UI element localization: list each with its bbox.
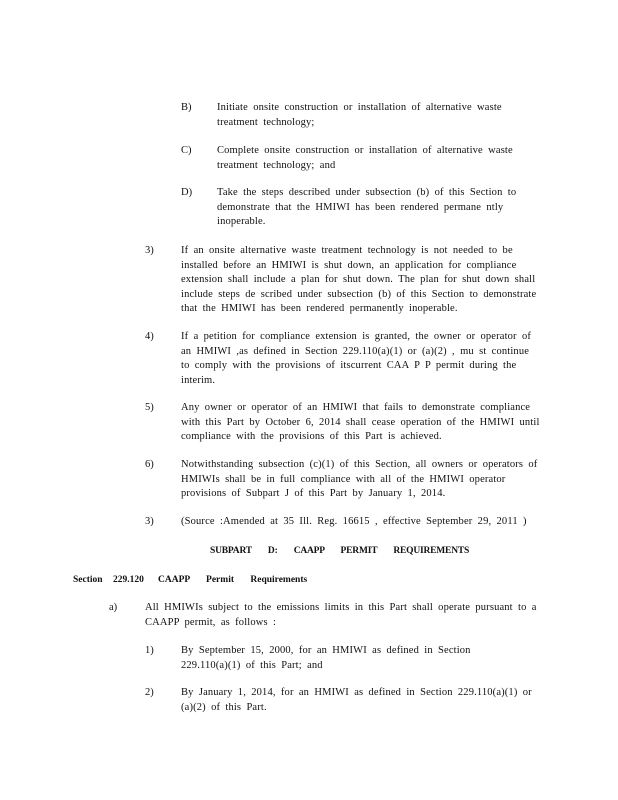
subpart-heading: SUBPART D: CAAPP PERMIT REQUIREMENTS: [210, 546, 470, 556]
item-label: 3): [145, 516, 154, 527]
item-label: 1): [145, 645, 154, 656]
item-text: By September 15, 2000, for an HMIWI as defined in Section 229.110(a)(1) of this Part; and: [181, 645, 471, 671]
item-label: 2): [145, 687, 154, 698]
item-text: If a petition for compliance extension is granted, the owner or operator of an HMIWI ,as defined in Section 229.110(a)(1) or (a)(2) , mu st continue to comply with the provisions of itscurrent CAA P P permit during the interim.: [181, 331, 532, 386]
item-label: 4): [145, 331, 154, 342]
item-text: Initiate onsite construction or installation of alternative waste treatment technology;: [217, 102, 502, 128]
item-text: By January 1, 2014, for an HMIWI as defined in Section 229.110(a)(1) or (a)(2) of this Part.: [181, 687, 532, 713]
item-label: D): [181, 187, 193, 198]
item-text: Complete onsite construction or installation of alternative waste treatment technology; and: [217, 145, 513, 171]
item-label: 5): [145, 402, 154, 413]
section-label: Section: [73, 575, 103, 585]
item-text: Take the steps described under subsection (b) of this Section to demonstrate that the HMIWI has been rendered permane ntly inoperable.: [217, 187, 517, 227]
item-text: Any owner or operator of an HMIWI that fails to demonstrate compliance with this Part by October 6, 2014 shall cease operation of the HMIWI until compliance with the provisions of this Part is achieved.: [181, 402, 540, 442]
item-label: 6): [145, 459, 154, 470]
item-label: C): [181, 145, 192, 156]
item-text: Notwithstanding subsection (c)(1) of this Section, all owners or operators of HMIWIs shall be in full compliance with all of the HMIWI operator provisions of Subpart J of this Part by January 1, 2014.: [181, 459, 538, 499]
item-label: B): [181, 102, 192, 113]
item-label: 3): [145, 245, 154, 256]
section-title: CAAPP Permit Requirements: [158, 575, 308, 585]
section-number: 229.120: [113, 575, 144, 585]
item-text: If an onsite alternative waste treatment technology is not needed to be installed before an HMIWI is shut down, an application for compliance extension shall include a plan for shut down. The plan for shut down shall include steps de scribed under subsection (b) of this Section to demonstrate that the HMIWI has been rendered permanently inoperable.: [181, 245, 537, 314]
item-text: All HMIWIs subject to the emissions limits in this Part shall operate pursuant to a CAAPP permit, as follows :: [145, 602, 537, 628]
item-text: (Source :Amended at 35 Ill. Reg. 16615 , effective September 29, 2011 ): [181, 516, 527, 527]
item-label: a): [109, 602, 118, 613]
